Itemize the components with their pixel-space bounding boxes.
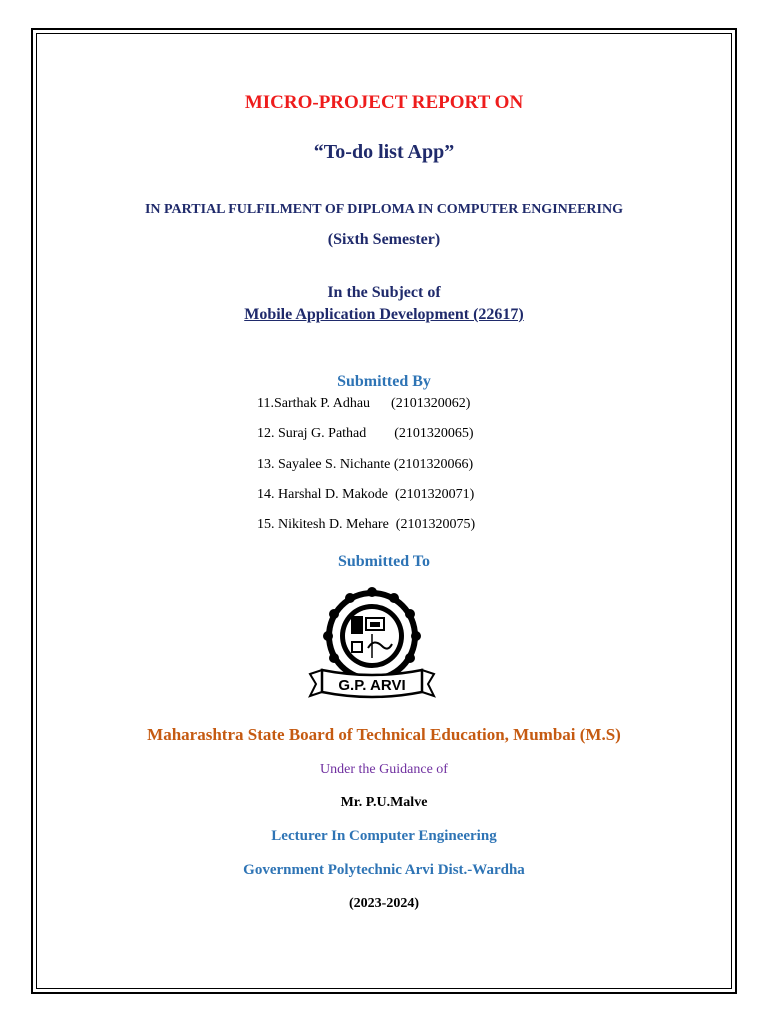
member-item: 13. Sayalee S. Nichante (2101320066) — [257, 457, 474, 472]
guide-name: Mr. P.U.Malve — [340, 795, 428, 810]
semester: (Sixth Semester) — [327, 231, 441, 248]
member-item: 14. Harshal D. Makode (2101320071) — [257, 487, 475, 502]
project-name: “To-do list App” — [313, 141, 455, 163]
member-item: 12. Suraj G. Pathad (2101320065) — [257, 426, 474, 441]
logo-text: G.P. ARVI — [338, 677, 406, 694]
board-name: Maharashtra State Board of Technical Education, Mumbai (M.S) — [147, 725, 621, 744]
member-item: 11.Sarthak P. Adhau (2101320062) — [257, 396, 471, 411]
subject-intro: In the Subject of — [327, 284, 441, 301]
fulfilment-line: IN PARTIAL FULFILMENT OF DIPLOMA IN COMPUTER ENGINEERING — [144, 202, 623, 217]
subject-name: Mobile Application Development (22617) — [244, 306, 524, 323]
guide-designation: Lecturer In Computer Engineering — [271, 828, 497, 844]
submitted-by-heading: Submitted By — [337, 373, 431, 390]
page-border-inner — [36, 33, 732, 989]
report-title: MICRO-PROJECT REPORT ON — [244, 92, 524, 113]
institute-name: Government Polytechnic Arvi Dist.-Wardha — [243, 862, 525, 878]
member-item: 15. Nikitesh D. Mehare (2101320075) — [257, 517, 476, 532]
academic-year: (2023-2024) — [349, 896, 419, 911]
college-emblem-icon — [304, 586, 440, 704]
submitted-to-heading: Submitted To — [337, 553, 431, 570]
guidance-intro: Under the Guidance of — [320, 762, 448, 777]
